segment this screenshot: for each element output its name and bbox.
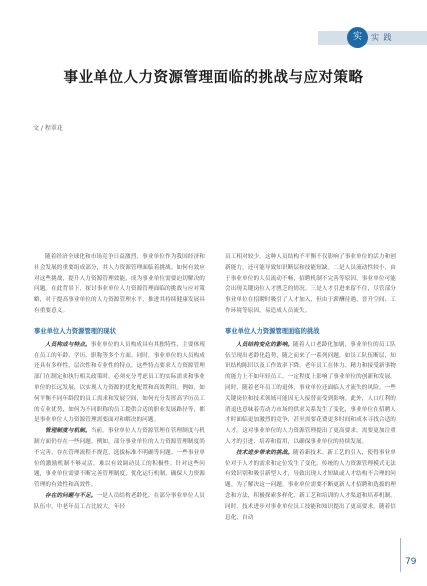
paragraph-lead: 技术进步带来的挑战。 [236,449,294,456]
paragraph-text: 事业单位的人员构成具有其独特性，主要体现在员工的年龄、学历、职称等多个方面。同时，事业单位的人员构成还具有多样性，层次性和专业性的特点。这些特点要求人力资源管理部门在制定和执行相关政策时，必须充分考虑员工的实际需求和事业单位的长远发展，以实现人力资源的优化配置和高效利用。例如，如何平衡不同年龄段的员工需求和发展空间，如何充分发挥高学历员工的专业优势，如何为不同职称的员工提供合适的职业发展路径等，都是事业单位人力资源管理需要面对和解决的问题。 [34,341,205,424]
left-column [34,252,205,513]
body-paragraph [225,340,396,448]
paragraph-text: 当前，事业单位人力资源管理在管理制度与机制方面仍存在一些问题。例如，部分事业单位的人力资源管理制度尚不完善，存在管理流程不规范、选拔标准不明确等问题。一些事业单位的激励机制不够灵活，难以有效调动员工的积极性。针对这些问题，事业单位需要不断完善管理制度，优化运行机制，确保人力资源管理的有效性和高效性。 [34,428,205,489]
paragraph-text: 一是人员结构老龄化。在部分事业单位人员队伍中，中老年员工占比较大，年轻 [34,492,205,510]
page-number: 79 [405,557,417,567]
body-paragraph [34,340,205,426]
page-number-rule [400,538,401,572]
section-heading-challenges: 事业单位人力资源管理面临的挑战 [225,327,320,335]
paragraph-lead: 管理制度与机制。 [45,428,91,435]
body-paragraph: 员工相对较少。这种人员结构不平衡不仅影响了事业单位的活力和创新能力，还可能导致知识断层和技能短缺。二是人员流动性较小，由于事业单位的人员流动不畅，招聘机制不完善等原因，事业单位可能会出现关键岗位人才匮乏的情况。三是人才引进来留不住，尽管部分事业单位在招聘时吸引了人才加入，但由于薪酬待遇、晋升空间、工作环境等原因，易造成人员流失。 [225,254,396,314]
section-label: 实 践 [371,33,393,42]
paragraph-lead: 人员结构变化的影响。 [236,341,294,348]
right-column [225,252,396,523]
paragraph-text: 随着人口老龄化加剧，事业单位的员工队伍呈现出老龄化趋势，随之而来了一系列问题。如员工队伍断层，知识结构陈旧以及工作效率下降。老年员工在体力、精力和接受新事物的能力上不如年轻员工，一定程度上影响了事业单位的创新和发展。同时，随着老年员工的退休，事业单位还面临人才流失的风险。一些关键岗位和技术领域可能因无人接替而受到影响。此外，人口红利的消退也意味着劳动力市场的供求关系发生了变化，事业单位在招聘人才时面临更加激烈的竞争，甚至需要花费更多时间和成本寻找合适的人才。这对事业单位的人力资源管理提出了更高要求，需要更加注重人才的引进、培养和留用，以确保事业单位的持续发展。 [225,341,396,445]
body-paragraph [34,426,205,491]
section-heading-status: 事业单位人力资源管理的现状 [34,327,116,335]
paragraph-text: 随着新技术、新工艺的引入，使得事业单位对于人才的需求和定位发生了变化。传统的人力资源管理模式无法有效识别和吸引新型人才，导致出现人才短缺或人才结构不合理的问题。为了解决这一问题，事业单位需要不断更新人才招聘和选拔的理念和方法，积极探索多样化、新工艺和培训的人才渠道和培养机制。同时，技术进步对事业单位员工技能和知识提出了更高要求。随着信息化、自动 [225,449,396,521]
body-paragraph [225,448,396,524]
paragraph-lead: 人员构成与特点。 [45,341,91,348]
paragraph-lead: 存在的问题与不足。 [45,492,97,499]
intro-paragraph: 随着经济全球化和市场竞争日益激烈，事业单位作为我国经济和社会发展的重要组成部分，其人力资源管理面临着挑战。如何有效应对这些挑战，提升人力资源管理效能，成为事业单位需要迫切解决的问题。在此背景下，探讨事业单位人力资源管理面临的挑战与应对策略，对于提高事业单位的人力资源管理水平，推进其持续健康发展具有重要意义。 [34,254,205,314]
article-author: 文 / 程翠花 [33,125,63,132]
article-title: 事业单位人力资源管理面临的挑战与应对策略 [63,70,364,86]
section-circle-icon: 实 [347,27,368,48]
body-paragraph [34,491,205,513]
